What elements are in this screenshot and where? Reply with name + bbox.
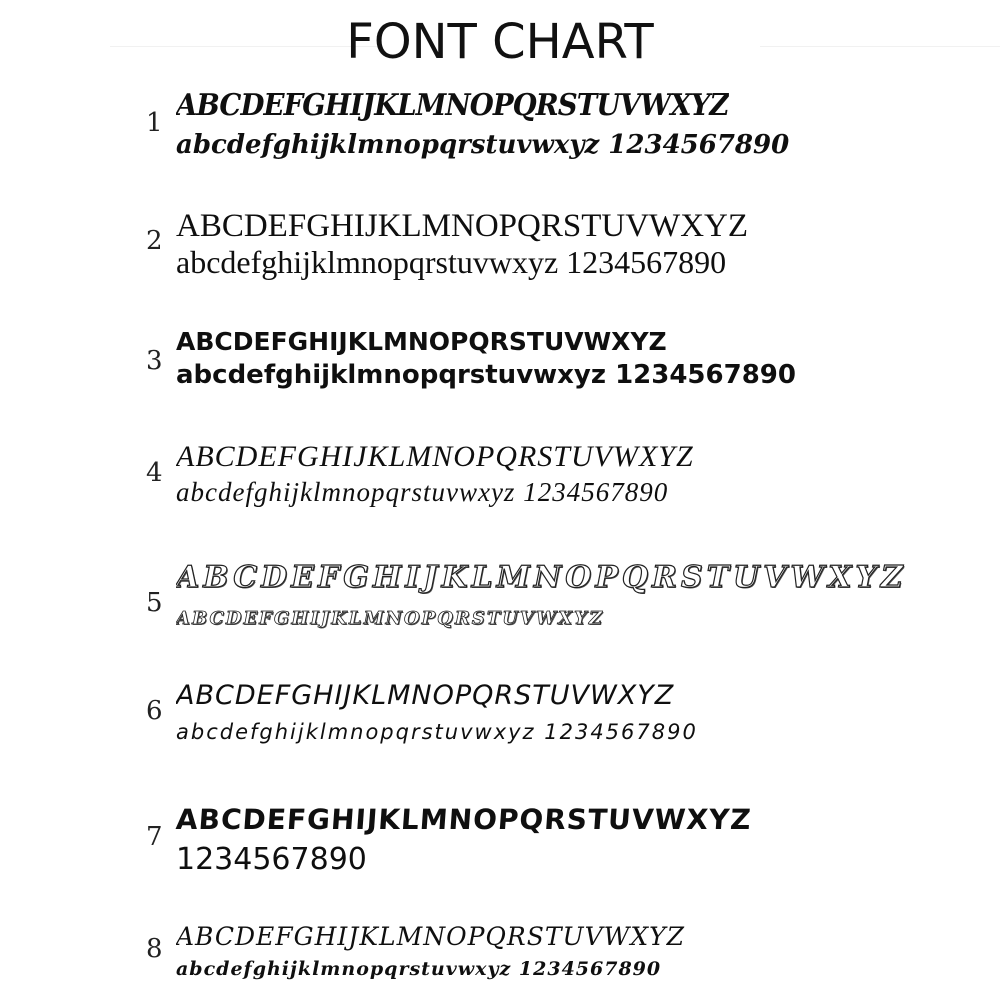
font-2-uppercase-sample: ABCDEFGHIJKLMNOPQRSTUVWXYZ: [176, 208, 749, 244]
font-number-2: 2: [146, 226, 163, 256]
font-number-1: 1: [146, 108, 163, 138]
font-4-uppercase-sample: ABCDEFGHIJKLMNOPQRSTUVWXYZ: [176, 440, 694, 473]
font-number-5: 5: [146, 588, 163, 618]
font-4-lowercase-numbers-sample: abcdefghijklmnopqrstuvwxyz 1234567890: [176, 477, 669, 507]
font-7-numbers-sample: 1234567890: [176, 842, 367, 877]
font-5-small-caps-sample: ABCDEFGHIJKLMNOPQRSTUVWXYZ: [176, 608, 605, 629]
font-number-7: 7: [146, 822, 163, 852]
font-1-uppercase-sample: ABCDEFGHIJKLMNOPQRSTUVWXYZ: [176, 88, 729, 123]
font-7-uppercase-sample: ABCDEFGHIJKLMNOPQRSTUVWXYZ: [174, 803, 753, 836]
font-8-uppercase-sample: ABCDEFGHIJKLMNOPQRSTUVWXYZ: [176, 922, 686, 951]
font-2-lowercase-numbers-sample: abcdefghijklmnopqrstuvwxyz 1234567890: [176, 244, 727, 280]
font-5-uppercase-sample: ABCDEFGHIJKLMNOPQRSTUVWXYZ: [176, 560, 907, 595]
font-number-8: 8: [146, 934, 163, 964]
font-number-6: 6: [146, 696, 163, 726]
page-title: FONT CHART: [346, 14, 654, 70]
font-number-3: 3: [146, 346, 163, 376]
font-1-lowercase-numbers-sample: abcdefghijklmnopqrstuvwxyz 1234567890: [176, 130, 790, 160]
font-6-uppercase-sample: ABCDEFGHIJKLMNOPQRSTUVWXYZ: [176, 680, 675, 711]
font-3-lowercase-numbers-sample: abcdefghijklmnopqrstuvwxyz 1234567890: [176, 360, 796, 390]
font-3-uppercase-sample: ABCDEFGHIJKLMNOPQRSTUVWXYZ: [176, 327, 667, 356]
font-number-4: 4: [146, 458, 163, 488]
font-6-lowercase-numbers-sample: abcdefghijklmnopqrstuvwxyz 1234567890: [176, 720, 698, 744]
font-8-lowercase-numbers-sample: abcdefghijklmnopqrstuvwxyz 1234567890: [176, 958, 662, 980]
